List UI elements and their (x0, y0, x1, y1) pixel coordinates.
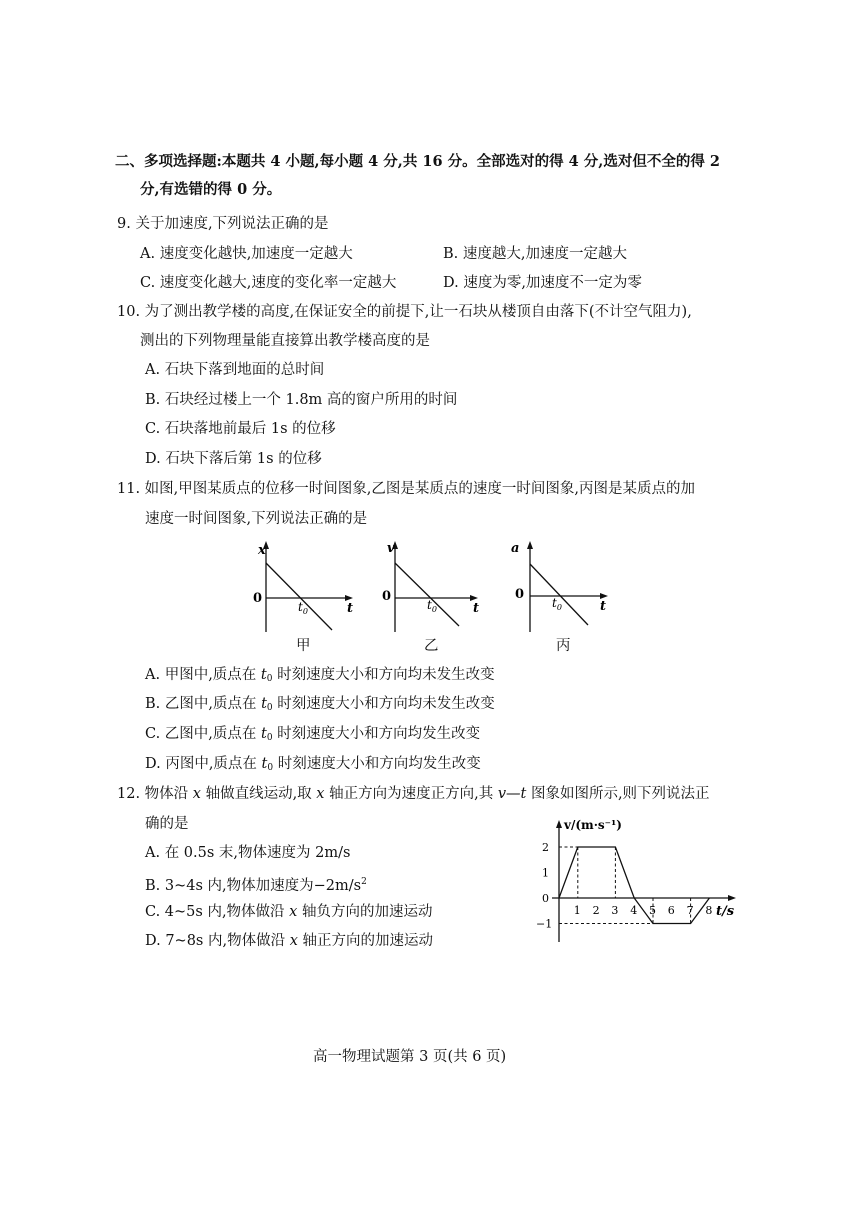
vt-chart-x-tick: 2 (592, 904, 600, 917)
vt-chart-x-tick: 5 (649, 904, 656, 917)
graph-bing-t0: $t_0$ (552, 596, 562, 612)
vt-chart-x-tick: 7 (686, 904, 694, 917)
page-footer: 高一物理试题第 3 页(共 6 页) (313, 1049, 507, 1065)
vt-chart-ylabel: v/(m·s⁻¹) (564, 818, 622, 832)
graph-jia-line (266, 563, 332, 630)
graph-yi-line (395, 563, 459, 626)
graph-bing-y-arrow (527, 541, 533, 549)
graph-bing-xlabel: t (600, 599, 607, 614)
q10-stem-line2: 测出的下列物理量能直接算出教学楼高度的是 (140, 333, 430, 349)
graph-yi-ylabel: v (387, 541, 395, 556)
q11-option-b: B. 乙图中,质点在 $t_0$ 时刻速度大小和方向均未发生改变 (145, 696, 495, 713)
q10-option-b: B. 石块经过楼上一个 1.8m 高的窗户所用的时间 (145, 392, 458, 408)
q9-option-d: D. 速度为零,加速度不一定为零 (443, 275, 642, 291)
vt-chart-x-tick: 4 (630, 904, 638, 917)
vt-chart-x-tick: 3 (611, 904, 619, 917)
q9-option-c: C. 速度变化越大,速度的变化率一定越大 (140, 275, 397, 291)
graph-jia-caption: 甲 (296, 638, 311, 654)
q10-stem-line1: 10. 为了测出教学楼的高度,在保证安全的前提下,让一石块从楼顶自由落下(不计空气阻力), (117, 304, 692, 320)
graph-jia-xlabel: t (347, 601, 354, 616)
section-header-line2: 分,有选错的得 0 分。 (140, 181, 282, 198)
q12-option-c: C. 4~5s 内,物体做沿 x 轴负方向的加速运动 (145, 904, 433, 920)
graph-bing-origin: 0 (515, 587, 525, 602)
q12-stem-line1: 12. 物体沿 x 轴做直线运动,取 x 轴正方向为速度正方向,其 v—t 图象如图所示,则下列说法正 (117, 786, 710, 802)
q11-option-a: A. 甲图中,质点在 $t_0$ 时刻速度大小和方向均未发生改变 (145, 667, 495, 684)
vt-chart-x-tick: 1 (573, 904, 581, 917)
vt-chart-y-tick: 0 (542, 892, 549, 905)
q12-stem-line2: 确的是 (145, 816, 189, 832)
q9-stem: 9. 关于加速度,下列说法正确的是 (117, 216, 329, 232)
q10-option-a: A. 石块下落到地面的总时间 (145, 362, 325, 378)
q9-option-a: A. 速度变化越快,加速度一定越大 (140, 246, 353, 262)
graph-yi-t0: $t_0$ (427, 598, 437, 614)
vt-chart-x-tick: 6 (667, 904, 675, 917)
q10-option-c: C. 石块落地前最后 1s 的位移 (145, 421, 336, 437)
q9-option-b: B. 速度越大,加速度一定越大 (443, 246, 627, 262)
graph-yi-origin: 0 (382, 589, 392, 604)
q11-stem-line2: 速度一时间图象,下列说法正确的是 (145, 511, 368, 527)
vt-chart-x-tick: 8 (705, 904, 713, 917)
graph-yi-caption: 乙 (424, 638, 439, 654)
vt-chart-xlabel: t/s (716, 904, 735, 919)
vt-chart-x-arrow (728, 895, 736, 901)
q11-option-d: D. 丙图中,质点在 $t_0$ 时刻速度大小和方向均发生改变 (145, 756, 481, 773)
vt-chart (530, 812, 745, 952)
graph-jia-ylabel: x (258, 543, 266, 558)
graph-yi-xlabel: t (473, 601, 480, 616)
vt-chart-y-tick: −1 (536, 917, 553, 931)
q11-stem-line1: 11. 如图,甲图某质点的位移一时间图象,乙图是某质点的速度一时间图象,丙图是某质点的加 (117, 481, 695, 497)
graph-bing-ylabel: a (511, 541, 520, 556)
graph-jia-origin: 0 (253, 591, 263, 606)
vt-chart-y-arrow (556, 820, 562, 828)
q12-option-d: D. 7~8s 内,物体做沿 x 轴正方向的加速运动 (145, 933, 433, 949)
graph-bing-line (530, 564, 588, 625)
graph-jia-t0: $t_0$ (298, 600, 308, 616)
section-header-line1: 二、多项选择题:本题共 4 小题,每小题 4 分,共 16 分。全部选对的得 4 分,选对但不全的得 2 (115, 153, 720, 170)
vt-chart-y-tick: 2 (542, 841, 549, 854)
q11-option-c: C. 乙图中,质点在 $t_0$ 时刻速度大小和方向均发生改变 (145, 726, 481, 743)
q12-option-a: A. 在 0.5s 末,物体速度为 2m/s (145, 845, 351, 861)
graph-bing-caption: 丙 (556, 638, 571, 654)
vt-chart-y-tick: 1 (542, 866, 549, 880)
q10-option-d: D. 石块下落后第 1s 的位移 (145, 451, 322, 467)
q12-option-b: B. 3~4s 内,物体加速度为$-2m/s^2$ (145, 877, 367, 894)
